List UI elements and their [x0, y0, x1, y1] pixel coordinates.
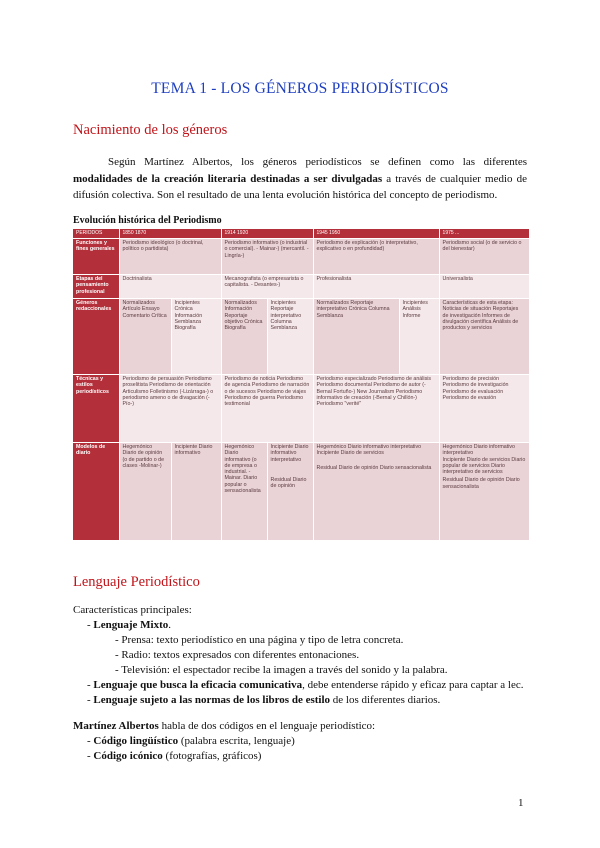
table-cell: Periodismo ideológico (o doctrinal, político o partidista) [119, 239, 221, 275]
header-period-1850: 1850 1870 [119, 229, 221, 239]
table-cell [267, 443, 313, 541]
table-cell: Incipientes Crónica Información Semblanza Biografía [171, 299, 221, 375]
sub-list-item: - Radio: textos expresados con diferentes entonaciones. [115, 649, 360, 661]
list-item: - Lenguaje Mixto. [87, 619, 172, 631]
item-bold: Lenguaje Mixto [93, 619, 169, 631]
codes-intro [73, 719, 543, 734]
characteristics-intro: Características principales: [73, 604, 192, 616]
table-cell: Características de esta etapa: Noticias de situación Reportajes de investigación Informes de divulgación científica Análisis de productos y servicios [439, 299, 529, 375]
table-cell: Periodismo de explicación (o interpretativo, explicativo o en profundidad) [313, 239, 439, 275]
page-title: TEMA 1 - LOS GÉNEROS PERIODÍSTICOS [151, 80, 449, 97]
table-cell: Hegemónico Diario de opinión (o de partido o de clases -Molinar-) [119, 443, 171, 541]
item-text: (palabra escrita, lenguaje) [178, 735, 295, 747]
table-cell [221, 443, 267, 541]
sub-list-item: - Televisión: el espectador recibe la imagen a través del sonido y la palabra. [115, 664, 448, 676]
table-cell-text: Residual Diario de opinión Diario sensacionalista [316, 464, 432, 471]
table-cell: Periodismo informativo (o industrial o comercial). - Mainar-) (mercantil. -Lingría-) [221, 239, 313, 275]
item-bold: Lenguaje sujeto a las normas de los libros de estilo [93, 694, 331, 706]
item-bold: Lenguaje que busca la eficacia comunicativa [93, 679, 303, 691]
table-cell: Periodismo especializado Periodismo de análisis Periodismo documental Periodismo de autor (-Bernal Fortuño-) New Journalism Periodismo informativo de creación (-Bernal y Chillón-) Periodismo "verité" [313, 375, 439, 443]
table-cell: Periodismo de persuasión Periodismo proselitista Periodismo de orientación Articulismo Folletinismo (-Lizárraga-) o periodismo ameno o de divagación (-Pío-) [119, 375, 221, 443]
row-label: Técnicas y estilos periodísticos [73, 375, 119, 443]
list-item: - Código lingüístico (palabra escrita, lenguaje) [87, 735, 295, 747]
table-cell-text: Incipiente Diario de servicios Diario popular de servicios Diario interpretativo de servicios [442, 456, 526, 476]
table-cell [439, 443, 529, 541]
table-cell: Normalizados Artículo Ensayo Comentario Crítica [119, 299, 171, 375]
language-content [73, 603, 543, 764]
table-cell: Profesionalista [313, 275, 439, 299]
intro-paragraph [73, 154, 527, 204]
table-cell: Incipientes Análisis Informe [399, 299, 439, 375]
table-cell: Normalizados Información Reportaje objetivo Crónica Biografía [221, 299, 267, 375]
table-cell: Periodismo social (o de servicio o del bienestar) [439, 239, 529, 275]
table-cell: Periodismo de precisión Periodismo de investigación Periodismo de evaluación Periodismo de evasión [439, 375, 529, 443]
row-label: Géneros redaccionales [73, 299, 119, 375]
table-cell: Normalizados Reportaje interpretativo Crónica Columna Semblanza [313, 299, 399, 375]
item-text: . [168, 619, 172, 631]
table-cell-text: Hegemónico Diario informativo (o de empresa o industrial. - Mainar. Diario popular o sensacionalista [224, 444, 261, 495]
item-bold: Código lingüístico [93, 735, 179, 747]
row-label: Etapas del pensamiento profesional [73, 275, 119, 299]
table-header-row [73, 229, 529, 239]
header-period-1914: 1914 1920 [221, 229, 313, 239]
row-label: Funciones y fines generales [73, 239, 119, 275]
table-cell-text: Incipiente Diario de servicios [316, 450, 384, 457]
table-row [73, 239, 529, 275]
list-item: - Lenguaje que busca la eficacia comunicativa, debe entenderse rápido y eficaz para captar a lec. [87, 679, 524, 691]
codes-text: habla de dos códigos en el lenguaje periodístico: [158, 720, 376, 732]
item-text: , debe entenderse rápido y eficaz para captar a lec. [302, 679, 524, 691]
table-row [73, 375, 529, 443]
history-table [73, 229, 530, 541]
table-cell-text: Hegemónico Diario informativo interpretativo [316, 444, 422, 450]
table-cell: Universalista [439, 275, 529, 299]
header-period-1945: 1945 1950 [313, 229, 439, 239]
page-number: 1 [518, 797, 524, 809]
table-row [73, 275, 529, 299]
list-item: - Código icónico (fotografías, gráficos) [87, 750, 262, 762]
table-cell-text: Hegemónico Diario informativo interpretativo [442, 444, 515, 457]
intro-text-start: Según Martínez Albertos, los géneros periodísticos se definen como las diferentes [108, 156, 527, 168]
item-text: de los diferentes diarios. [330, 694, 441, 706]
item-bold: Código icónico [93, 750, 163, 762]
table-cell: Mecanografista (o empresarista o capitalista. - Desantes-) [221, 275, 313, 299]
item-text: (fotografías, gráficos) [162, 750, 262, 762]
intro-text-bold: modalidades de la creación literaria destinadas a ser divulgadas [73, 172, 383, 185]
table-cell-text: Incipiente Diario informativo interpretativo [270, 444, 309, 463]
header-periods: PERIODOS [73, 229, 119, 239]
section-heading-language: Lenguaje Periodístico [73, 574, 200, 590]
table-cell: Incipiente Diario informativo [171, 443, 221, 541]
table-cell: Doctrinalista [119, 275, 221, 299]
table-cell: Incipientes Reportaje interpretativo Columna Semblanza [267, 299, 313, 375]
table-cell [313, 443, 439, 541]
sub-list-item: - Prensa: texto periodístico en una página y tipo de letra concreta. [115, 634, 404, 646]
table-row [73, 443, 529, 541]
codes-author: Martínez Albertos [73, 720, 159, 732]
table-cell: Periodismo de noticia Periodismo de agencia Periodismo de narración o de sucesos Periodismo de viajes Periodismo de guerra Periodismo testimonial [221, 375, 313, 443]
table-cell-text: Residual Diario de opinión Diario sensacionalista [442, 477, 520, 490]
table-cell-text: Residual Diario de opinión [270, 476, 307, 490]
table-caption: Evolución histórica del Periodismo [73, 215, 222, 226]
intro-text-end: a través de cualquier medio de difusión colectiva. Son el resultado de una lenta evolución histórica del concepto de periodismo. [73, 172, 527, 201]
row-label: Modelos de diario [73, 443, 119, 541]
list-item: - Lenguaje sujeto a las normas de los libros de estilo de los diferentes diarios. [87, 694, 441, 706]
header-period-1975: 1975 ... [439, 229, 529, 239]
table-row [73, 299, 529, 375]
section-heading-origin: Nacimiento de los géneros [73, 122, 228, 138]
